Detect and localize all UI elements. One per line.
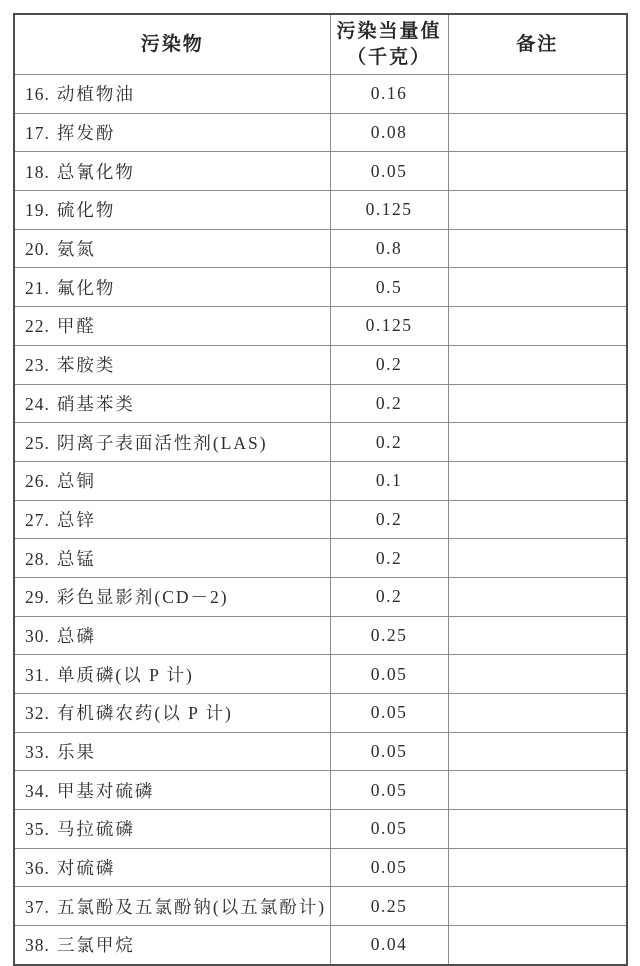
pollutant-cell	[14, 926, 330, 965]
equivalent-value-cell: 0.05	[330, 810, 448, 849]
table-header	[14, 14, 627, 75]
table-row	[14, 268, 627, 307]
remark-cell	[448, 345, 627, 384]
table-row	[14, 848, 627, 887]
pollutant-name: 总磷	[56, 625, 96, 646]
equivalent-value-cell: 0.05	[330, 732, 448, 771]
pollutant-name: 乐果	[56, 742, 96, 763]
header-equivalent-value	[330, 14, 448, 75]
equivalent-value-cell: 0.2	[330, 500, 448, 539]
pollutant-cell	[14, 732, 330, 771]
pollutant-name: 挥发酚	[56, 123, 116, 144]
table-row	[14, 152, 627, 191]
equivalent-value-cell: 0.2	[330, 577, 448, 616]
row-number: 34.	[25, 780, 50, 801]
table-row	[14, 926, 627, 965]
remark-cell	[448, 539, 627, 578]
row-number: 27.	[25, 509, 50, 530]
row-number: 33.	[25, 742, 50, 763]
table-row	[14, 694, 627, 733]
pollutant-cell	[14, 539, 330, 578]
remark-cell	[448, 655, 627, 694]
remark-cell	[448, 152, 627, 191]
pollutant-cell	[14, 113, 330, 152]
table-row	[14, 732, 627, 771]
remark-cell	[448, 732, 627, 771]
equivalent-value-cell: 0.2	[330, 345, 448, 384]
pollutant-cell	[14, 423, 330, 462]
remark-cell	[448, 577, 627, 616]
row-number: 36.	[25, 858, 50, 879]
pollutant-name: 总锰	[56, 548, 96, 569]
header-equivalent-line1: 污染当量值	[336, 20, 442, 42]
pollutant-name: 总锌	[56, 509, 96, 530]
row-number: 22.	[25, 316, 50, 337]
pollutant-cell	[14, 616, 330, 655]
equivalent-value-cell: 0.16	[330, 75, 448, 114]
equivalent-value-cell: 0.05	[330, 152, 448, 191]
pollutant-cell	[14, 848, 330, 887]
header-remark: 备注	[448, 14, 627, 75]
pollutant-cell	[14, 307, 330, 346]
equivalent-value-cell: 0.125	[330, 191, 448, 230]
pollutant-cell	[14, 268, 330, 307]
remark-cell	[448, 771, 627, 810]
equivalent-value-cell: 0.2	[330, 539, 448, 578]
row-number: 32.	[25, 703, 50, 724]
pollutant-name: 总氰化物	[56, 161, 135, 182]
equivalent-value-cell: 0.8	[330, 229, 448, 268]
pollutant-cell	[14, 461, 330, 500]
equivalent-value-cell: 0.1	[330, 461, 448, 500]
pollutant-name: 氟化物	[56, 277, 116, 298]
row-number: 20.	[25, 239, 50, 260]
table-row	[14, 500, 627, 539]
table-row	[14, 75, 627, 114]
equivalent-value-cell: 0.04	[330, 926, 448, 965]
pollutant-cell	[14, 655, 330, 694]
pollutant-name: 三氯甲烷	[56, 935, 135, 956]
remark-cell	[448, 268, 627, 307]
pollutant-name: 彩色显影剂(CD－2)	[56, 587, 229, 608]
pollutant-cell	[14, 75, 330, 114]
header-row	[14, 14, 627, 75]
table-row	[14, 384, 627, 423]
header-pollutant: 污染物	[14, 14, 330, 75]
row-number: 37.	[25, 896, 50, 917]
row-number: 17.	[25, 123, 50, 144]
equivalent-value-cell: 0.25	[330, 887, 448, 926]
table-row	[14, 616, 627, 655]
equivalent-value-cell: 0.05	[330, 848, 448, 887]
remark-cell	[448, 848, 627, 887]
pollutant-name: 氨氮	[56, 239, 96, 260]
pollutant-name: 有机磷农药(以 P 计)	[56, 703, 233, 724]
remark-cell	[448, 500, 627, 539]
table-row	[14, 113, 627, 152]
row-number: 30.	[25, 625, 50, 646]
pollutant-name: 阴离子表面活性剂(LAS)	[56, 432, 268, 453]
table-row	[14, 229, 627, 268]
pollutant-name: 对硫磷	[56, 858, 116, 879]
pollutant-cell	[14, 694, 330, 733]
pollutant-name: 甲醛	[56, 316, 96, 337]
row-number: 21.	[25, 277, 50, 298]
table-row	[14, 461, 627, 500]
pollutant-cell	[14, 810, 330, 849]
table-row	[14, 887, 627, 926]
table-row	[14, 771, 627, 810]
table-row	[14, 577, 627, 616]
pollutant-cell	[14, 384, 330, 423]
pollutant-name: 单质磷(以 P 计)	[56, 664, 194, 685]
equivalent-value-cell: 0.05	[330, 694, 448, 733]
remark-cell	[448, 384, 627, 423]
pollutant-name: 总铜	[56, 471, 96, 492]
equivalent-value-cell: 0.2	[330, 384, 448, 423]
row-number: 28.	[25, 548, 50, 569]
remark-cell	[448, 191, 627, 230]
equivalent-value-cell: 0.05	[330, 655, 448, 694]
remark-cell	[448, 75, 627, 114]
remark-cell	[448, 926, 627, 965]
table-row	[14, 423, 627, 462]
remark-cell	[448, 694, 627, 733]
remark-cell	[448, 423, 627, 462]
pollutant-cell	[14, 500, 330, 539]
table-body	[14, 75, 627, 965]
remark-cell	[448, 887, 627, 926]
row-number: 29.	[25, 587, 50, 608]
table-row	[14, 307, 627, 346]
row-number: 16.	[25, 84, 50, 105]
table-row	[14, 191, 627, 230]
pollutant-cell	[14, 191, 330, 230]
table-row	[14, 810, 627, 849]
pollutant-cell	[14, 771, 330, 810]
pollutant-equivalent-table	[13, 13, 628, 966]
remark-cell	[448, 113, 627, 152]
equivalent-value-cell: 0.125	[330, 307, 448, 346]
row-number: 26.	[25, 471, 50, 492]
equivalent-value-cell: 0.05	[330, 771, 448, 810]
pollutant-name: 甲基对硫磷	[56, 780, 155, 801]
row-number: 18.	[25, 161, 50, 182]
table-row	[14, 539, 627, 578]
equivalent-value-cell: 0.25	[330, 616, 448, 655]
equivalent-value-cell: 0.5	[330, 268, 448, 307]
table-row	[14, 655, 627, 694]
row-number: 25.	[25, 432, 50, 453]
pollutant-cell	[14, 152, 330, 191]
header-equivalent-line2: （千克）	[346, 46, 431, 68]
row-number: 31.	[25, 664, 50, 685]
pollutant-name: 硫化物	[56, 200, 116, 221]
pollutant-cell	[14, 887, 330, 926]
pollutant-name: 马拉硫磷	[56, 819, 135, 840]
remark-cell	[448, 810, 627, 849]
pollutant-name: 动植物油	[56, 84, 135, 105]
equivalent-value-cell: 0.08	[330, 113, 448, 152]
row-number: 35.	[25, 819, 50, 840]
row-number: 23.	[25, 355, 50, 376]
remark-cell	[448, 307, 627, 346]
pollutant-cell	[14, 577, 330, 616]
row-number: 19.	[25, 200, 50, 221]
remark-cell	[448, 616, 627, 655]
remark-cell	[448, 461, 627, 500]
pollutant-name: 苯胺类	[56, 355, 116, 376]
remark-cell	[448, 229, 627, 268]
pollutant-name: 五氯酚及五氯酚钠(以五氯酚计)	[56, 896, 327, 917]
row-number: 24.	[25, 393, 50, 414]
pollutant-cell	[14, 345, 330, 384]
pollutant-name: 硝基苯类	[56, 393, 135, 414]
row-number: 38.	[25, 935, 50, 956]
pollutant-cell	[14, 229, 330, 268]
equivalent-value-cell: 0.2	[330, 423, 448, 462]
table-row	[14, 345, 627, 384]
